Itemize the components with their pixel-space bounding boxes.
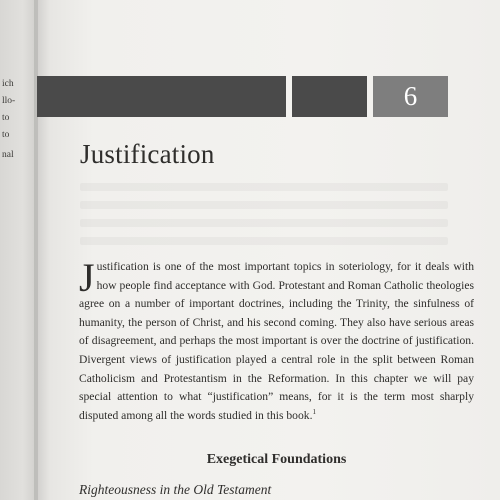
show-through-line bbox=[80, 183, 448, 191]
chapter-header-band bbox=[37, 76, 286, 117]
facing-page-text-fragment: to bbox=[2, 113, 10, 123]
intro-paragraph-text: ustification is one of the most important topics in soteriology, for it deals with how people find acceptance with God. Protestant and Roman Catholic theologies agree on a number of important doctrines, including the Trinity, the sinfulness of humanity, the person of Christ, and his second coming. They also have serious areas of disagreement, and perhaps the most important is over the doctrine of justification. Divergent views of justification played a central role in the split between Roman Catholicism and Protestantism in the Reformation. In this chapter we will pay special attention to what “justification” means, for it is the term most sharply disputed among all the words studied in this book. bbox=[79, 260, 474, 422]
facing-page-text-fragment: llo- bbox=[2, 96, 16, 106]
facing-page-text-fragment: to bbox=[2, 130, 10, 140]
section-heading: Exegetical Foundations bbox=[206, 452, 347, 467]
intro-paragraph bbox=[79, 255, 474, 425]
show-through-line bbox=[80, 219, 448, 227]
show-through-line bbox=[80, 201, 448, 209]
drop-cap: J bbox=[79, 255, 95, 300]
facing-page bbox=[0, 0, 38, 500]
book-gutter-shadow bbox=[34, 0, 50, 500]
facing-page-text-fragment: nal bbox=[2, 150, 14, 160]
subsection-heading: Righteousness in the Old Testament bbox=[79, 482, 272, 497]
chapter-header-block bbox=[292, 76, 367, 117]
show-through-line bbox=[80, 237, 448, 245]
footnote-reference[interactable]: 1 bbox=[312, 407, 316, 416]
chapter-number: 6 bbox=[373, 76, 448, 117]
chapter-title: Justification bbox=[80, 139, 215, 169]
facing-page-text-fragment: ich bbox=[2, 79, 14, 89]
